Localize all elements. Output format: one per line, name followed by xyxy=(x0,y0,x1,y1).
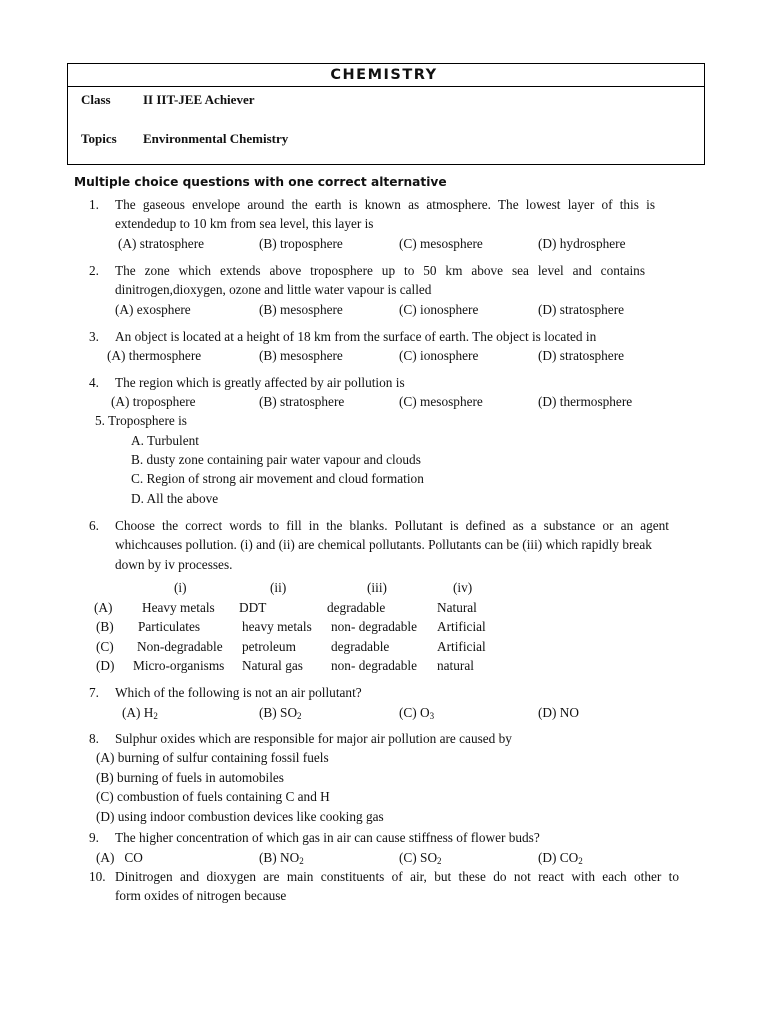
table-header: (ii) xyxy=(270,580,287,595)
question-number: 4. xyxy=(89,375,99,390)
table-cell: Particulates xyxy=(138,619,201,634)
option-c: (C) ionosphere xyxy=(399,348,479,363)
option-b: (B) stratosphere xyxy=(259,394,345,409)
option-a: A. Turbulent xyxy=(131,433,199,448)
table-header: (iii) xyxy=(367,580,387,595)
table-cell: Micro-organisms xyxy=(133,658,225,673)
table-cell: non- degradable xyxy=(331,619,418,634)
option-b: (B) mesosphere xyxy=(259,302,343,317)
question-text: 5. Troposphere is xyxy=(95,413,187,428)
question-text: Which of the following is not an air pollutant? xyxy=(115,685,362,700)
question-number: 7. xyxy=(89,685,99,700)
option-c: (C) combustion of fuels containing C and H xyxy=(96,789,330,804)
option-b: (B) troposphere xyxy=(259,236,343,251)
table-cell: non- degradable xyxy=(331,658,418,673)
header-divider xyxy=(67,86,705,87)
question-number: 6. xyxy=(89,518,99,533)
table-header: (iv) xyxy=(453,580,473,595)
option-c: (C) $SO_2$ xyxy=(399,850,442,866)
option-b: B. dusty zone containing pair water vapour and clouds xyxy=(131,452,421,467)
table-cell: DDT xyxy=(239,600,267,615)
question-number: 1. xyxy=(89,197,99,212)
question-text: down by iv processes. xyxy=(115,557,233,572)
subject-title: CHEMISTRY xyxy=(330,67,438,83)
option-d: (D) thermosphere xyxy=(538,394,633,409)
option-c: (C) mesosphere xyxy=(399,236,483,251)
option-d: (D) using indoor combustion devices like cooking gas xyxy=(96,809,384,824)
question-number: 9. xyxy=(89,830,99,845)
class-label: Class xyxy=(81,92,111,107)
question-text: form oxides of nitrogen because xyxy=(115,888,287,903)
question-text: The higher concentration of which gas in air can cause stiffness of flower buds? xyxy=(115,830,540,845)
option-c: (C) $O_3$ xyxy=(399,705,435,721)
question-text: extendedup to 10 km from sea level, this layer is xyxy=(115,216,374,231)
table-cell: degradable xyxy=(327,600,386,615)
option-d: (D) $CO_2$ xyxy=(538,850,583,866)
table-cell: natural xyxy=(437,658,474,673)
option-b: (B) mesosphere xyxy=(259,348,343,363)
option-a: (A) exosphere xyxy=(115,302,191,317)
table-cell: Heavy metals xyxy=(142,600,215,615)
table-cell: Artificial xyxy=(437,619,486,634)
option-a: (A) $H_2$ xyxy=(122,705,158,721)
option-d: D. All the above xyxy=(131,491,219,506)
question-number: 10. xyxy=(89,869,106,884)
option-a: (A) CO xyxy=(96,850,143,865)
table-cell: Natural xyxy=(437,600,477,615)
option-d: (D) hydrosphere xyxy=(538,236,626,251)
table-cell: Non-degradable xyxy=(137,639,223,654)
option-c: (C) ionosphere xyxy=(399,302,479,317)
option-d: (D) stratosphere xyxy=(538,348,625,363)
topics-value: Environmental Chemistry xyxy=(143,131,289,146)
option-b: (B) $SO_2$ xyxy=(259,705,302,721)
question-number: 3. xyxy=(89,329,99,344)
table-cell: heavy metals xyxy=(242,619,312,634)
option-c: (C) mesosphere xyxy=(399,394,483,409)
question-text: dinitrogen,dioxygen, ozone and little water vapour is called xyxy=(115,282,432,297)
question-text: whichcauses pollution. (i) and (ii) are chemical pollutants. Pollutants can be (iii) which rapidly break xyxy=(115,537,652,552)
table-row-label: (D) xyxy=(96,658,115,673)
question-number: 8. xyxy=(89,731,99,746)
option-a: (A) burning of sulfur containing fossil fuels xyxy=(96,750,329,765)
option-a: (A) thermosphere xyxy=(107,348,202,363)
question-text: Dinitrogen and dioxygen are main constituents of air, but these do not react with each other to xyxy=(115,869,679,884)
table-row-label: (B) xyxy=(96,619,114,634)
option-b: (B) burning of fuels in automobiles xyxy=(96,770,284,785)
table-cell: Natural gas xyxy=(242,658,303,673)
option-a: (A) troposphere xyxy=(111,394,196,409)
table-header: (i) xyxy=(174,580,187,595)
option-d: (D) NO xyxy=(538,705,579,720)
table-row-label: (C) xyxy=(96,639,114,654)
option-a: (A) stratosphere xyxy=(118,236,205,251)
question-text: Choose the correct words to fill in the blanks. Pollutant is defined as a substance or an agent xyxy=(115,518,669,533)
question-text: An object is located at a height of 18 km from the surface of earth. The object is located in xyxy=(115,329,597,344)
question-text: The region which is greatly affected by air pollution is xyxy=(115,375,405,390)
question-number: 2. xyxy=(89,263,99,278)
option-b: (B) $NO_2$ xyxy=(259,850,304,866)
option-c: C. Region of strong air movement and cloud formation xyxy=(131,471,424,486)
table-row-label: (A) xyxy=(94,600,113,615)
table-cell: degradable xyxy=(331,639,390,654)
table-cell: Artificial xyxy=(437,639,486,654)
topics-label: Topics xyxy=(81,131,117,146)
question-text: The gaseous envelope around the earth is known as atmosphere. The lowest layer of this is xyxy=(115,197,655,212)
option-d: (D) stratosphere xyxy=(538,302,625,317)
question-text: The zone which extends above troposphere up to 50 km above sea level and contains xyxy=(115,263,645,278)
table-cell: petroleum xyxy=(242,639,296,654)
class-value: II IIT-JEE Achiever xyxy=(143,92,255,107)
section-heading: Multiple choice questions with one correct alternative xyxy=(74,175,447,189)
question-text: Sulphur oxides which are responsible for major air pollution are caused by xyxy=(115,731,512,746)
